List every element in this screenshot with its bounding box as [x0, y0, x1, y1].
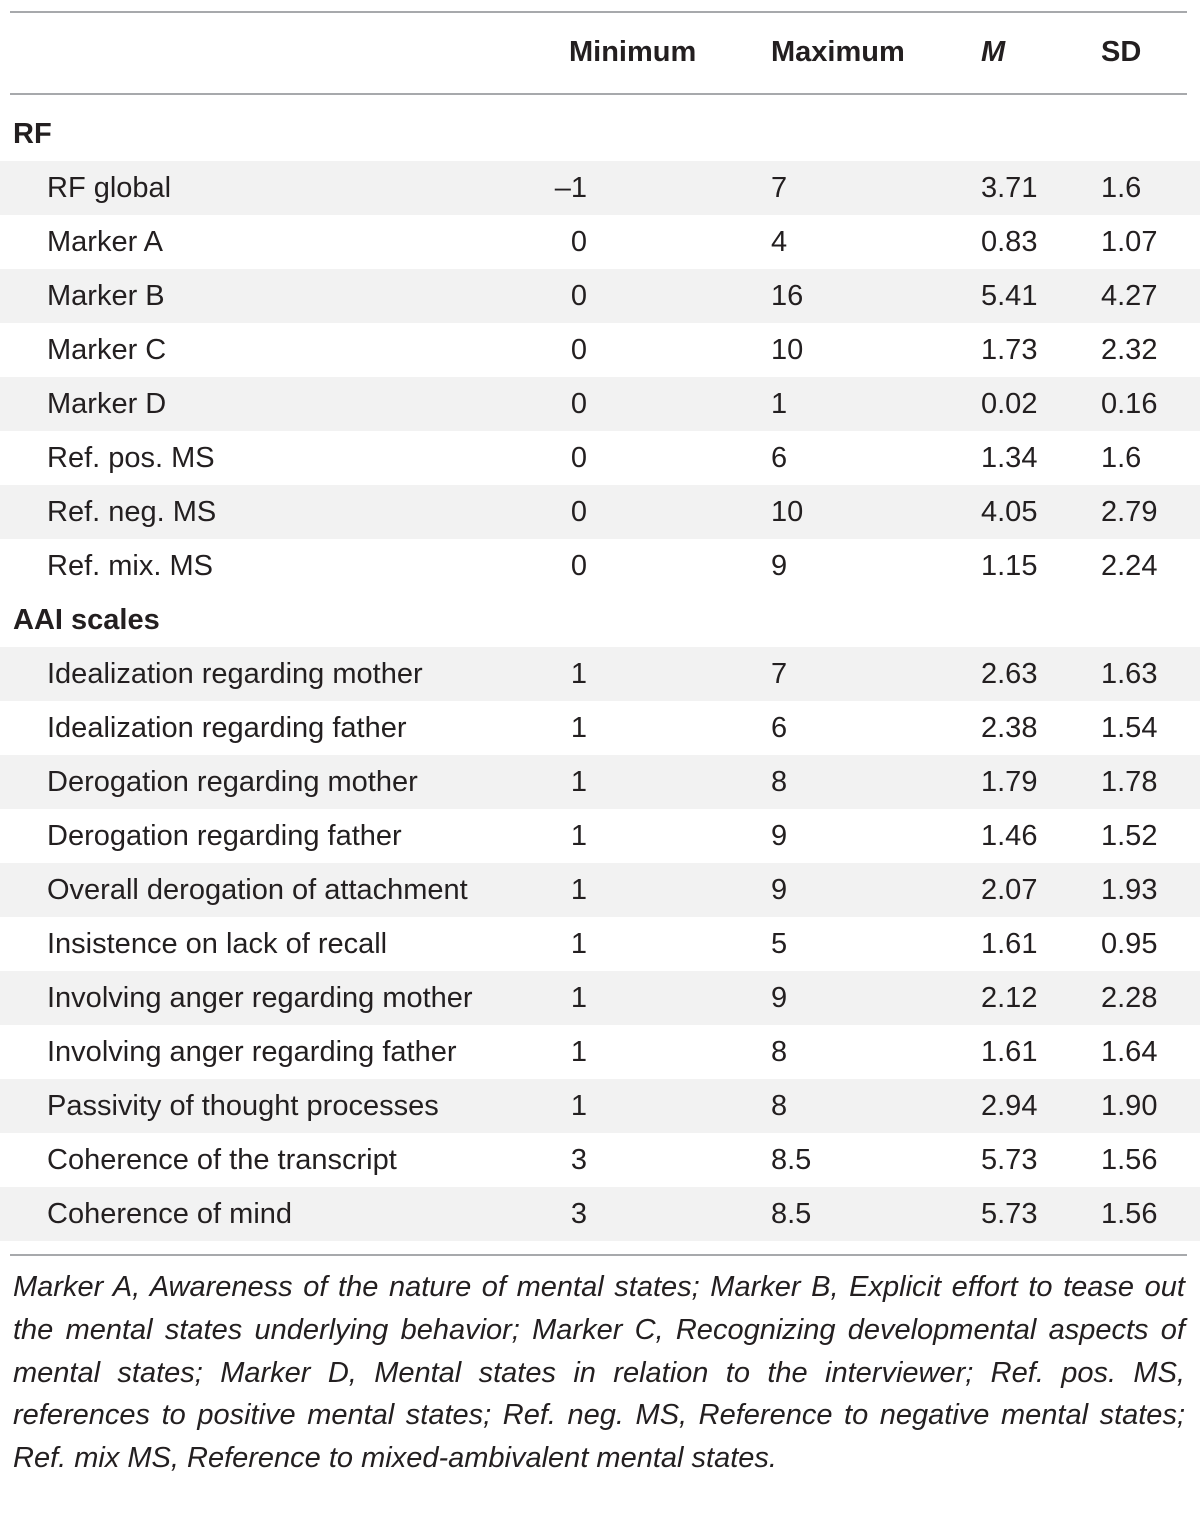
cell-mean: 0.02	[981, 388, 1038, 420]
row-label: Marker B	[47, 280, 165, 312]
row-label: Derogation regarding mother	[47, 766, 418, 798]
cell-sd: 2.32	[1101, 334, 1158, 366]
cell-minimum: 3	[570, 1198, 587, 1230]
cell-minimum: 1	[570, 982, 587, 1014]
cell-sd: 1.6	[1101, 172, 1142, 204]
cell-sd: 1.56	[1101, 1144, 1158, 1176]
cell-mean: 1.46	[981, 820, 1038, 852]
cell-mean: 5.41	[981, 280, 1038, 312]
cell-minimum: 0	[570, 388, 587, 420]
cell-minimum: 1	[570, 874, 587, 906]
column-header-minimum: Minimum	[569, 36, 697, 68]
row-label: Insistence on lack of recall	[47, 928, 388, 960]
table-bottom-rule	[10, 1254, 1187, 1256]
table-row	[0, 809, 1200, 863]
cell-mean: 4.05	[981, 496, 1038, 528]
row-label: Ref. neg. MS	[47, 496, 217, 528]
cell-sd: 1.78	[1101, 766, 1158, 798]
table-row	[0, 215, 1200, 269]
cell-mean: 2.07	[981, 874, 1038, 906]
cell-mean: 0.83	[981, 226, 1038, 258]
cell-maximum: 8	[771, 1036, 788, 1068]
cell-minimum: 1	[570, 658, 587, 690]
cell-mean: 3.71	[981, 172, 1038, 204]
table-row	[0, 269, 1200, 323]
table-header-rule	[10, 93, 1187, 95]
row-label: Coherence of the transcript	[47, 1144, 397, 1176]
row-label: Ref. mix. MS	[47, 550, 213, 582]
row-label: Marker A	[47, 226, 164, 258]
cell-minimum: 1	[570, 766, 587, 798]
cell-mean: 2.12	[981, 982, 1038, 1014]
cell-mean: 1.61	[981, 1036, 1038, 1068]
cell-sd: 1.90	[1101, 1090, 1158, 1122]
cell-maximum: 10	[771, 496, 804, 528]
row-label: Marker D	[47, 388, 167, 420]
cell-minimum: 3	[570, 1144, 587, 1176]
cell-mean: 1.34	[981, 442, 1038, 474]
cell-maximum: 8	[771, 1090, 788, 1122]
cell-minimum: –1	[554, 172, 587, 204]
section-header-rf	[0, 107, 1200, 161]
cell-maximum: 10	[771, 334, 804, 366]
table-row	[0, 1187, 1200, 1241]
table-row	[0, 377, 1200, 431]
cell-mean: 1.73	[981, 334, 1038, 366]
cell-maximum: 5	[771, 928, 788, 960]
table-row	[0, 1025, 1200, 1079]
cell-maximum: 8	[771, 766, 788, 798]
cell-sd: 1.07	[1101, 226, 1158, 258]
cell-sd: 1.56	[1101, 1198, 1158, 1230]
table-row	[0, 1079, 1200, 1133]
row-label: Involving anger regarding mother	[47, 982, 473, 1014]
cell-maximum: 7	[771, 172, 788, 204]
cell-mean: 1.15	[981, 550, 1038, 582]
cell-maximum: 9	[771, 982, 788, 1014]
section-title: RF	[13, 118, 52, 150]
cell-minimum: 0	[570, 496, 587, 528]
cell-sd: 4.27	[1101, 280, 1158, 312]
table-row	[0, 917, 1200, 971]
row-label: RF global	[47, 172, 172, 204]
cell-minimum: 0	[570, 442, 587, 474]
cell-maximum: 16	[771, 280, 804, 312]
row-label: Involving anger regarding father	[47, 1036, 457, 1068]
row-label: Overall derogation of attachment	[47, 874, 468, 906]
table-top-rule	[10, 11, 1187, 13]
cell-mean: 5.73	[981, 1198, 1038, 1230]
row-label: Derogation regarding father	[47, 820, 402, 852]
cell-mean: 5.73	[981, 1144, 1038, 1176]
table-footnote: Marker A, Awareness of the nature of mental states; Marker B, Explicit effort to tease out the mental states underlying behavior; Marker C, Recognizing developmental aspects of mental states; Marker D, Mental states in relation to the interviewer; Ref. pos. MS, references to positive mental states; Ref. neg. MS, Reference to negative mental states; Ref. mix MS, Reference to mixed-ambivalent mental states.	[13, 1271, 1185, 1475]
column-header-mean: M	[981, 36, 1006, 68]
cell-sd: 2.24	[1101, 550, 1158, 582]
cell-sd: 1.93	[1101, 874, 1158, 906]
cell-sd: 1.64	[1101, 1036, 1158, 1068]
cell-minimum: 1	[570, 928, 587, 960]
table-row	[0, 971, 1200, 1025]
table-row	[0, 647, 1200, 701]
table-row	[0, 863, 1200, 917]
cell-maximum: 6	[771, 712, 788, 744]
row-label: Coherence of mind	[47, 1198, 293, 1230]
cell-minimum: 0	[570, 550, 587, 582]
table-row	[0, 1133, 1200, 1187]
cell-sd: 0.95	[1101, 928, 1158, 960]
cell-maximum: 8.5	[771, 1144, 812, 1176]
cell-maximum: 8.5	[771, 1198, 812, 1230]
cell-maximum: 1	[771, 388, 788, 420]
cell-minimum: 1	[570, 1036, 587, 1068]
cell-minimum: 1	[570, 820, 587, 852]
table-row	[0, 485, 1200, 539]
cell-maximum: 6	[771, 442, 788, 474]
cell-minimum: 0	[570, 280, 587, 312]
table-header-row	[0, 25, 1200, 79]
row-label: Idealization regarding father	[47, 712, 407, 744]
table-row	[0, 539, 1200, 593]
cell-maximum: 9	[771, 874, 788, 906]
cell-maximum: 9	[771, 820, 788, 852]
cell-sd: 2.28	[1101, 982, 1158, 1014]
table-row	[0, 431, 1200, 485]
table-row	[0, 755, 1200, 809]
cell-maximum: 7	[771, 658, 788, 690]
section-header-aai-scales	[0, 593, 1200, 647]
table-row	[0, 701, 1200, 755]
cell-minimum: 0	[570, 334, 587, 366]
cell-sd: 0.16	[1101, 388, 1158, 420]
row-label: Marker C	[47, 334, 167, 366]
cell-sd: 2.79	[1101, 496, 1158, 528]
cell-maximum: 4	[771, 226, 788, 258]
cell-sd: 1.63	[1101, 658, 1158, 690]
cell-maximum: 9	[771, 550, 788, 582]
cell-minimum: 1	[570, 712, 587, 744]
row-label: Idealization regarding mother	[47, 658, 423, 690]
cell-sd: 1.52	[1101, 820, 1158, 852]
row-label: Ref. pos. MS	[47, 442, 215, 474]
cell-mean: 2.63	[981, 658, 1038, 690]
cell-mean: 2.38	[981, 712, 1038, 744]
table-row	[0, 161, 1200, 215]
cell-mean: 1.61	[981, 928, 1038, 960]
cell-sd: 1.54	[1101, 712, 1158, 744]
table-row	[0, 323, 1200, 377]
row-label: Passivity of thought processes	[47, 1090, 439, 1122]
cell-mean: 1.79	[981, 766, 1038, 798]
cell-minimum: 1	[570, 1090, 587, 1122]
column-header-maximum: Maximum	[771, 36, 905, 68]
section-title: AAI scales	[13, 604, 160, 636]
cell-mean: 2.94	[981, 1090, 1038, 1122]
cell-minimum: 0	[570, 226, 587, 258]
column-header-sd: SD	[1101, 36, 1142, 68]
cell-sd: 1.6	[1101, 442, 1142, 474]
